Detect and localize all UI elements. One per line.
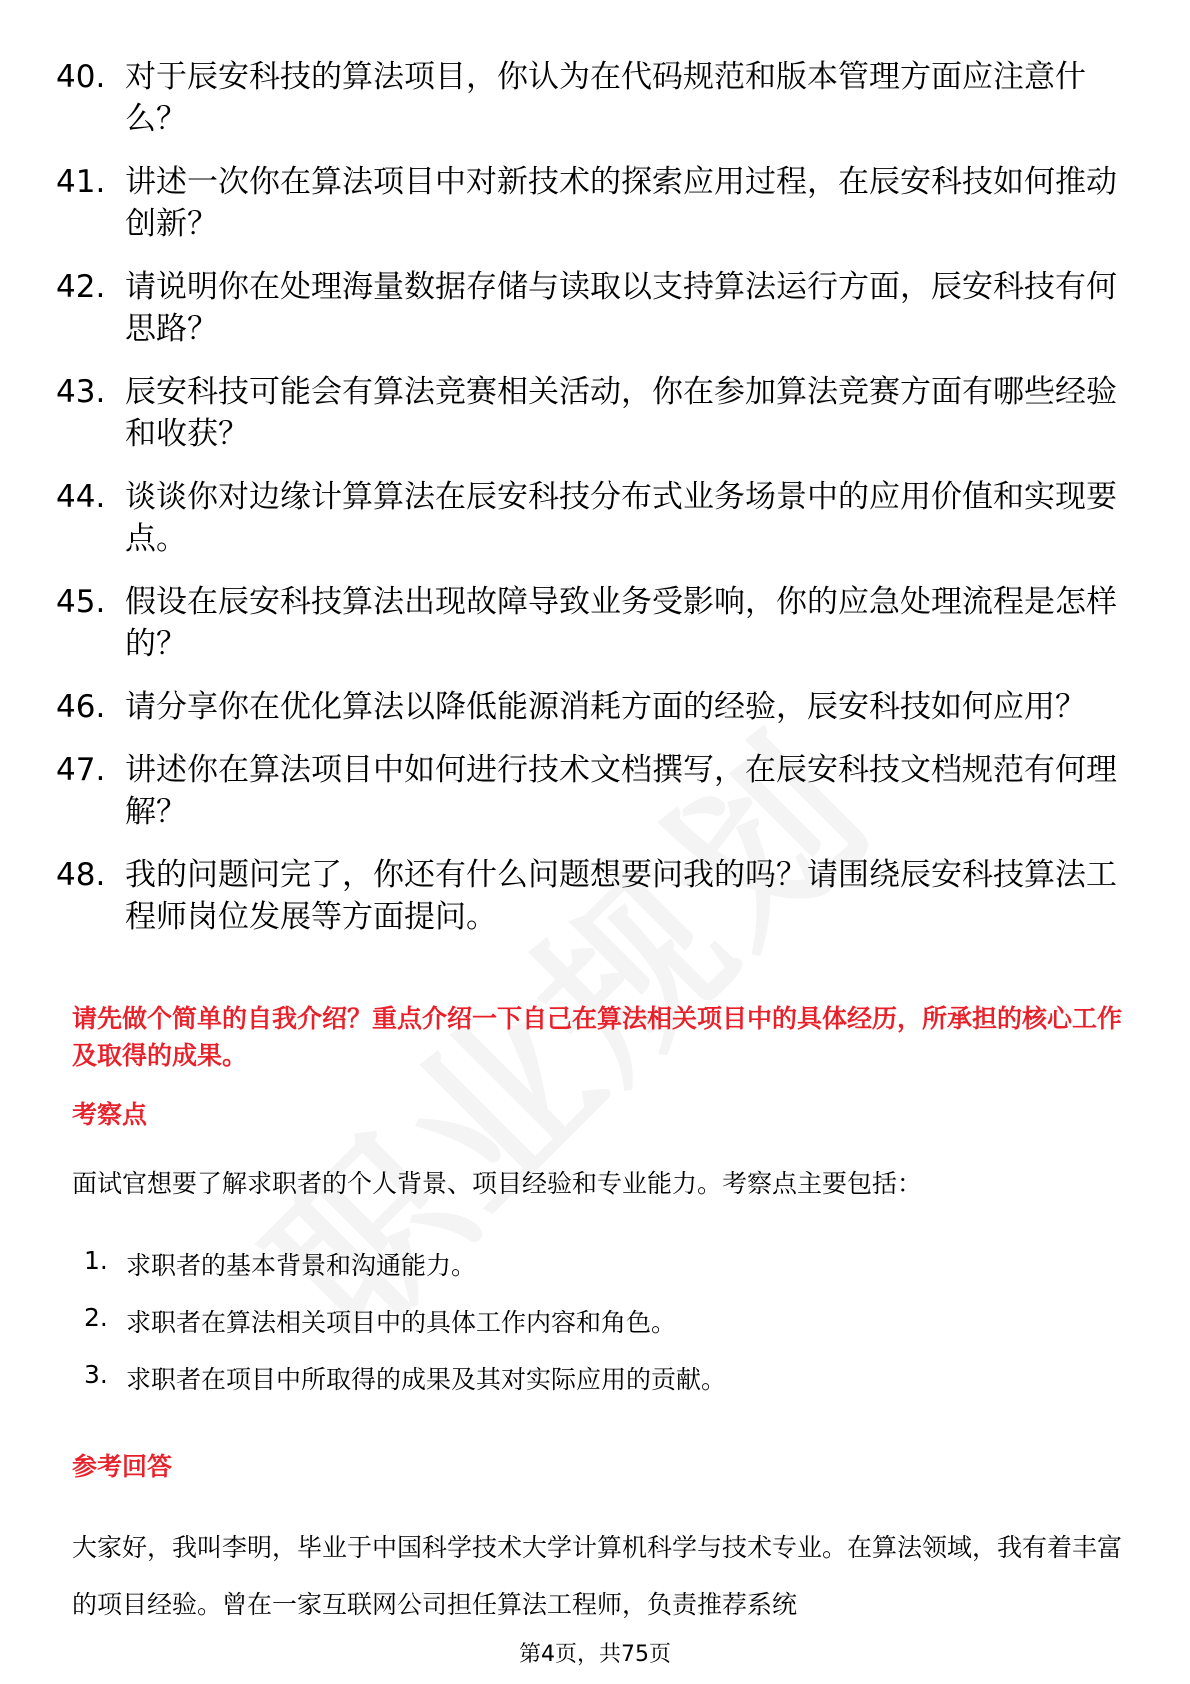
- intro-question-heading: 请先做个简单的自我介绍？重点介绍一下自己在算法相关项目中的具体经历，所承担的核心工作及取得的成果。: [72, 1004, 1123, 1070]
- question-number: 40.: [56, 59, 106, 95]
- question-item: [56, 371, 1136, 455]
- question-item: [56, 581, 1136, 665]
- point-text: 求职者在算法相关项目中的具体工作内容和角色。: [126, 1308, 677, 1337]
- question-text: 辰安科技可能会有算法竞赛相关活动，你在参加算法竞赛方面有哪些经验和收获？: [125, 374, 1117, 452]
- question-number: 42.: [56, 269, 106, 305]
- question-item: [56, 686, 1136, 728]
- question-number: 41.: [56, 164, 106, 200]
- assessment-label: 考察点: [72, 1100, 148, 1129]
- question-item: [56, 266, 1136, 350]
- question-item: [56, 854, 1136, 938]
- question-number: 48.: [56, 857, 106, 893]
- assessment-summary: 面试官想要了解求职者的个人背景、项目经验和专业能力。考察点主要包括：: [72, 1169, 923, 1198]
- point-text: 求职者的基本背景和沟通能力。: [126, 1251, 477, 1280]
- question-number: 44.: [56, 479, 106, 515]
- question-text: 请分享你在优化算法以降低能源消耗方面的经验，辰安科技如何应用？: [125, 689, 1086, 725]
- question-text: 讲述一次你在算法项目中对新技术的探索应用过程，在辰安科技如何推动创新？: [125, 164, 1117, 242]
- question-item: [56, 476, 1136, 560]
- question-text: 谈谈你对边缘计算算法在辰安科技分布式业务场景中的应用价值和实现要点。: [125, 479, 1117, 557]
- question-number: 43.: [56, 374, 106, 410]
- point-number: 3.: [84, 1360, 108, 1389]
- page-footer: 第4页，共75页: [519, 1642, 671, 1667]
- question-text: 讲述你在算法项目中如何进行技术文档撰写，在辰安科技文档规范有何理解？: [125, 752, 1117, 830]
- list-item: [84, 1360, 1114, 1417]
- reference-label: 参考回答: [72, 1452, 173, 1481]
- question-number: 46.: [56, 689, 106, 725]
- point-number: 1.: [84, 1246, 108, 1275]
- question-text: 对于辰安科技的算法项目，你认为在代码规范和版本管理方面应注意什么？: [125, 59, 1086, 137]
- question-item: [56, 749, 1136, 833]
- question-item: [56, 161, 1136, 245]
- point-number: 2.: [84, 1303, 108, 1332]
- question-item: [56, 56, 1136, 140]
- question-text: 假设在辰安科技算法出现故障导致业务受影响，你的应急处理流程是怎样的？: [125, 584, 1117, 662]
- list-item: [84, 1303, 1114, 1360]
- point-text: 求职者在项目中所取得的成果及其对实际应用的贡献。: [126, 1365, 727, 1394]
- question-list: [56, 56, 1136, 959]
- question-number: 45.: [56, 584, 106, 620]
- reference-answer: 大家好，我叫李明，毕业于中国科学技术大学计算机科学与技术专业。在算法领域，我有着丰富的项目经验。曾在一家互联网公司担任算法工程师，负责推荐系统: [72, 1533, 1123, 1619]
- assessment-points: [84, 1246, 1114, 1417]
- question-number: 47.: [56, 752, 106, 788]
- list-item: [84, 1246, 1114, 1303]
- question-text: 请说明你在处理海量数据存储与读取以支持算法运行方面，辰安科技有何思路？: [125, 269, 1117, 347]
- question-text: 我的问题问完了，你还有什么问题想要问我的吗？请围绕辰安科技算法工程师岗位发展等方面提问。: [125, 857, 1117, 935]
